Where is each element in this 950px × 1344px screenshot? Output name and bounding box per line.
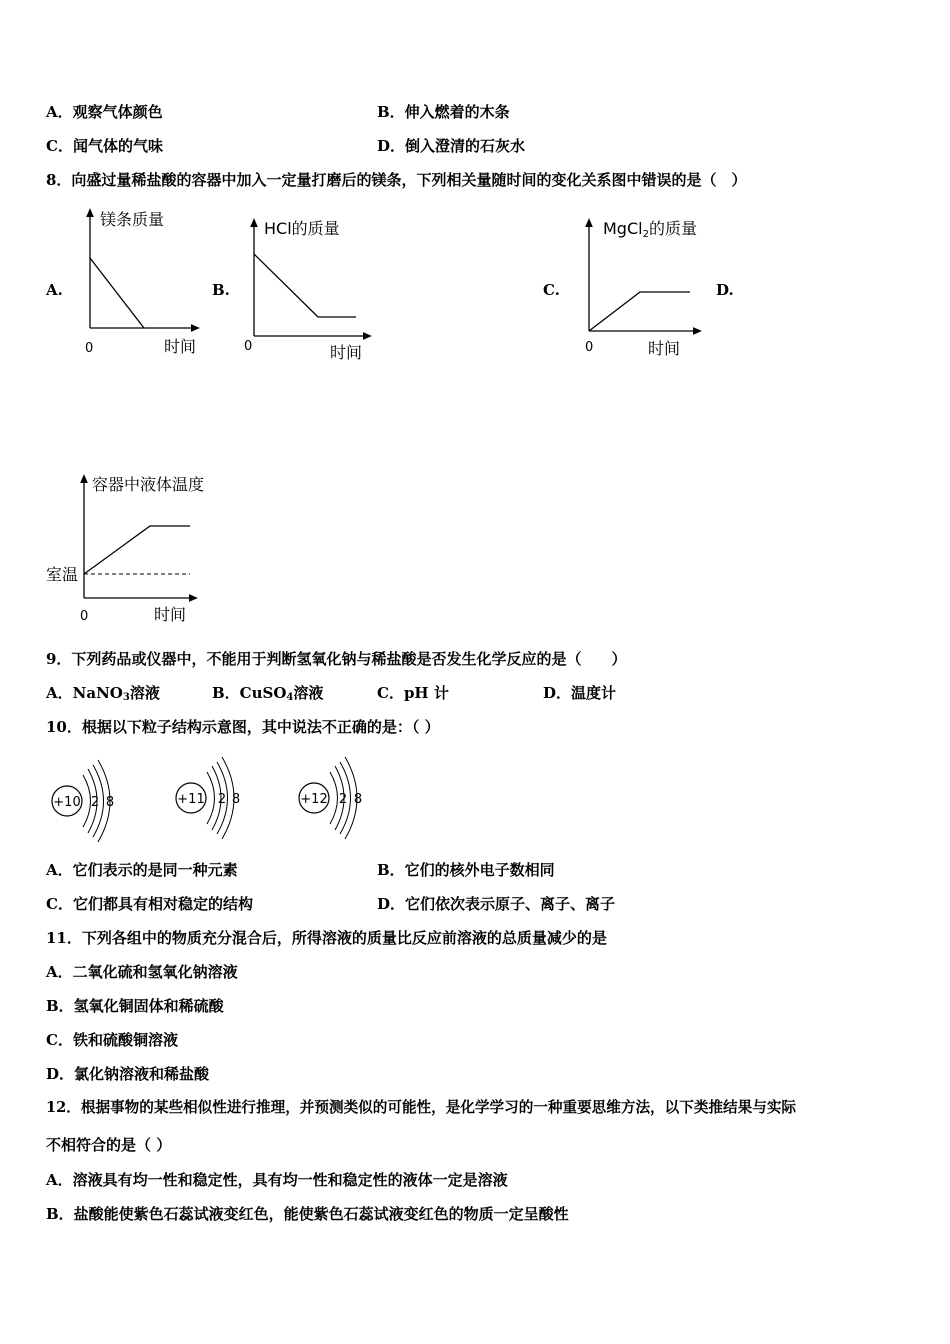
particle-2-shell-2: 8 [231,792,241,807]
q12-stem-line1: 12．根据事物的某些相似性进行推理，并预测类似的可能性，是化学学习的一种重要思维方法，以下类推结果与实际 [46,1099,797,1116]
q10-option-a: A．它们表示的是同一种元素 [46,861,238,879]
q12-option-b: B．盐酸能使紫色石蕊试液变红色，能使紫色石蕊试液变红色的物质一定呈酸性 [46,1205,569,1223]
graph-c-ylabel-tail: 的质量 [648,219,697,238]
graph-c-xlabel: 时间 [648,339,681,358]
q9-option-b-main: B．CuSO [212,684,287,702]
q9-option-d: D．温度计 [543,684,617,702]
graph-b [244,219,368,362]
graph-d-ylabel: 容器中液体温度 [92,475,205,494]
particle-diagram-1 [52,760,114,842]
graph-b-origin: 0 [244,339,253,354]
particle-2-shell-1: 2 [217,792,227,807]
q12-option-a: A．溶液具有均一性和稳定性，具有均一性和稳定性的液体一定是溶液 [46,1171,508,1189]
particle-3-shell-2: 8 [353,792,363,807]
q12-stem-line2: 不相符合的是（ ） [46,1136,172,1154]
graph-d-origin: 0 [80,609,89,624]
particle-2-nucleus: +11 [177,792,205,807]
graph-b-xlabel: 时间 [330,343,363,362]
q11-option-c: C．铁和硫酸铜溶液 [46,1031,178,1049]
graph-c-ylabel-sub: 2 [642,229,649,240]
q7-option-b: B．伸入燃着的木条 [377,103,510,121]
particle-3-shell-1: 2 [338,792,348,807]
q11-stem: 11．下列各组中的物质充分混合后，所得溶液的质量比反应前溶液的总质量减少的是 [46,929,607,947]
graph-a-ylabel: 镁条质量 [100,210,165,229]
q7-option-c: C．闻气体的气味 [46,137,163,155]
q9-option-b [212,683,323,708]
graph-c [585,219,698,358]
q11-option-a: A．二氧化硫和氢氧化钠溶液 [46,963,238,981]
graph-a-origin: 0 [85,341,94,356]
q9-option-a [46,683,160,708]
graph-a-xlabel: 时间 [164,337,197,356]
q9-option-b-tail: 溶液 [293,684,324,702]
particle-diagram-2 [176,757,240,839]
q8-label-c: C. [543,281,560,299]
q10-option-d: D．它们依次表示原子、离子、离子 [377,895,616,913]
graph-d-xlabel: 时间 [154,605,187,624]
graph-d [46,475,204,624]
particle-3-nucleus: +12 [300,792,328,807]
graph-c-ylabel [603,219,697,240]
graph-d-ref-label: 室温 [46,565,79,584]
q8-label-d: D. [716,281,734,299]
q9-option-b-sub: 4 [286,692,294,703]
q9-option-a-sub: 3 [122,692,130,703]
q10-option-b: B．它们的核外电子数相同 [377,861,555,879]
graph-a [85,210,196,356]
particle-1-shell-2: 8 [105,795,115,810]
q11-option-b: B．氢氧化铜固体和稀硫酸 [46,997,224,1015]
q9-option-a-main: A．NaNO [46,684,123,702]
graph-b-ylabel: HCl的质量 [264,219,340,238]
q10-option-c: C．它们都具有相对稳定的结构 [46,895,253,913]
q7-option-a: A．观察气体颜色 [46,103,163,121]
q8-stem: 8．向盛过量稀盐酸的容器中加入一定量打磨后的镁条，下列相关量随时间的变化关系图中错误的是（ ） [46,171,747,189]
particle-diagram-3 [299,757,362,839]
q10-stem: 10．根据以下粒子结构示意图，其中说法不正确的是：（ ） [46,718,440,736]
q9-option-a-tail: 溶液 [129,684,160,702]
q8-label-a: A. [46,281,63,299]
q8-label-b: B. [212,281,230,299]
q11-option-d: D．氯化钠溶液和稀盐酸 [46,1065,210,1083]
graph-c-ylabel-main: MgCl [603,219,643,238]
q9-option-c: C．pH 计 [377,684,449,702]
q7-option-d: D．倒入澄清的石灰水 [377,137,526,155]
q9-stem: 9．下列药品或仪器中，不能用于判断氢氧化钠与稀盐酸是否发生化学反应的是（ ） [46,650,627,668]
particle-1-nucleus: +10 [53,795,81,810]
particle-1-shell-1: 2 [90,795,100,810]
graph-c-origin: 0 [585,340,594,355]
